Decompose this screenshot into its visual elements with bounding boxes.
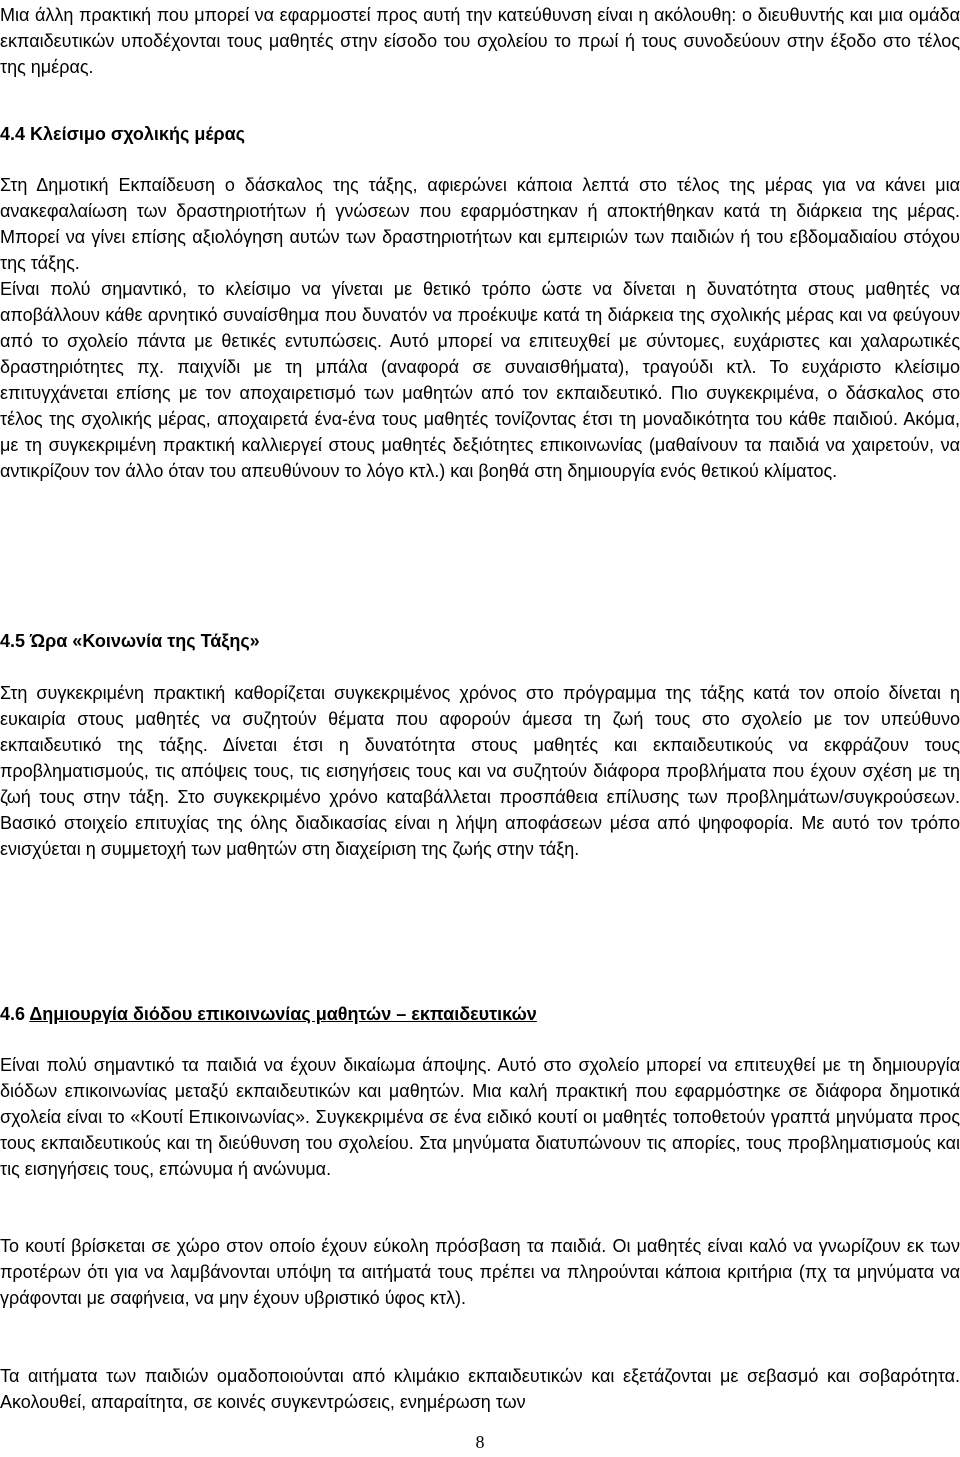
section-4-5-paragraph-1: Στη συγκεκριμένη πρακτική καθορίζεται συγκεκριμένος χρόνος στο πρόγραμμα της τάξης κατά τον οποίο δίνεται η ευκαιρία στους μαθητές να συζητούν θέματα που αφορούν άμεσα τη ζωή τους στο σχολείο με τον υπεύθυνο εκπαιδευτικό της τάξης. Δίνεται έτσι η δυνατότητα στους μαθητές και εκπαιδευτικούς να εκφράζουν τους προβληματισμούς, τις απόψεις τους, τις εισηγήσεις τους και να συζητούν διάφορα προβλήματα που έχουν σχέση με τη ζωή τους στην τάξη. Στο συγκεκριμένο χρόνο καταβάλλεται προσπάθεια επίλυσης των προβλημάτων/συγκρούσεων. Βασικό στοιχείο επιτυχίας της όλης διαδικασίας είναι η λήψη αποφάσεων μέσα από ψηφοφορία. Με αυτό τον τρόπο ενισχύεται η συμμετοχή των μαθητών στη διαχείριση της ζωής στην τάξη.: [0, 683, 960, 859]
section-4-5-heading: 4.5 Ώρα «Κοινωνία της Τάξης»: [0, 631, 260, 651]
section-4-6-heading: [0, 1001, 960, 1027]
section-4-6-paragraph-2: Το κουτί βρίσκεται σε χώρο στον οποίο έχουν εύκολη πρόσβαση τα παιδιά. Οι μαθητές είναι καλό να γνωρίζουν εκ των προτέρων ότι για να λαμβάνονται υπόψη τα αιτήματά τους πρέπει να πληρούνται κάποια κριτήρια (πχ τα μηνύματα να γράφονται με σαφήνεια, να μην έχουν υβριστικό ύφος κτλ).: [0, 1236, 960, 1308]
intro-paragraph: Μια άλλη πρακτική που μπορεί να εφαρμοστεί προς αυτή την κατεύθυνση είναι η ακόλουθη: ο διευθυντής και μια ομάδα εκπαιδευτικών υποδέχονται τους μαθητές στην είσοδο του σχολείου το πρωί ή τους συνοδεύουν στην έξοδο στο τέλος της ημέρας.: [0, 5, 960, 77]
section-4-6-paragraph-1: Είναι πολύ σημαντικό τα παιδιά να έχουν δικαίωμα άποψης. Αυτό στο σχολείο μπορεί να επιτευχθεί με τη δημιουργία διόδων επικοινωνίας μεταξύ εκπαιδευτικών και μαθητών. Μια καλή πρακτική που εφαρμόστηκε σε διάφορα δημοτικά σχολεία είναι το «Κουτί Επικοινωνίας». Συγκεκριμένα σε ένα ειδικό κουτί οι μαθητές τοποθετούν γραπτά μηνύματα προς τους εκπαιδευτικούς και τη διεύθυνση του σχολείου. Στα μηνύματα διατυπώνουν τις απορίες, τους προβληματισμούς και τις εισηγήσεις τους, επώνυμα ή ανώνυμα.: [0, 1055, 960, 1179]
section-4-4-paragraph-1: Στη Δημοτική Εκπαίδευση ο δάσκαλος της τάξης, αφιερώνει κάποια λεπτά στο τέλος της μέρας για να κάνει μια ανακεφαλαίωση των δραστηριοτήτων ή γνώσεων που εφαρμόστηκαν ή αποκτήθηκαν κατά τη διάρκεια της μέρας. Μπορεί να γίνει επίσης αξιολόγηση αυτών των δραστηριοτήτων και εμπειριών των παιδιών ή του εβδομαδιαίου στόχου της τάξης.: [0, 175, 960, 273]
section-4-6-paragraph-3: Τα αιτήματα των παιδιών ομαδοποιούνται από κλιμάκιο εκπαιδευτικών και εξετάζονται με σεβασμό και σοβαρότητα. Ακολουθεί, απαραίτητα, σε κοινές συγκεντρώσεις, ενημέρωση των: [0, 1366, 960, 1412]
section-4-6-heading-text: Δημιουργία διόδου επικοινωνίας μαθητών – εκπαιδευτικών: [29, 1004, 537, 1024]
section-4-4-paragraph-2: Είναι πολύ σημαντικό, το κλείσιμο να γίνεται με θετικό τρόπο ώστε να δίνεται η δυνατότητα στους μαθητές να αποβάλλουν κάθε αρνητικό συναίσθημα που δυνατόν να προέκυψε κατά τη διάρκεια της σχολικής μέρας και να φεύγουν από το σχολείο πάντα με θετικές εντυπώσεις. Αυτό μπορεί να επιτευχθεί με σύντομες, ευχάριστες και χαλαρωτικές δραστηριότητες πχ. παιχνίδι με τη μπάλα (αναφορά σε συναισθήματα), τραγούδι κτλ. Το ευχάριστο κλείσιμο επιτυγχάνεται επίσης με τον αποχαιρετισμό των μαθητών από τον εκπαιδευτικό. Πιο συγκεκριμένα, ο δάσκαλος στο τέλος της σχολικής μέρας, αποχαιρετά ένα-ένα τους μαθητές τονίζοντας έτσι τη μοναδικότητα του κάθε παιδιού. Ακόμα, με τη συγκεκριμένη πρακτική καλλιεργεί στους μαθητές δεξιότητες επικοινωνίας (μαθαίνουν τα παιδιά να χαιρετούν, να αντικρίζουν τον άλλο όταν του απευθύνουν το λόγο κτλ.) και βοηθά στη δημιουργία ενός θετικού κλίματος.: [0, 279, 960, 481]
page-number: 8: [475, 1432, 485, 1452]
section-4-6-heading-number: 4.6: [0, 1004, 30, 1024]
section-4-4-heading: 4.4 Κλείσιμο σχολικής μέρας: [0, 124, 246, 144]
